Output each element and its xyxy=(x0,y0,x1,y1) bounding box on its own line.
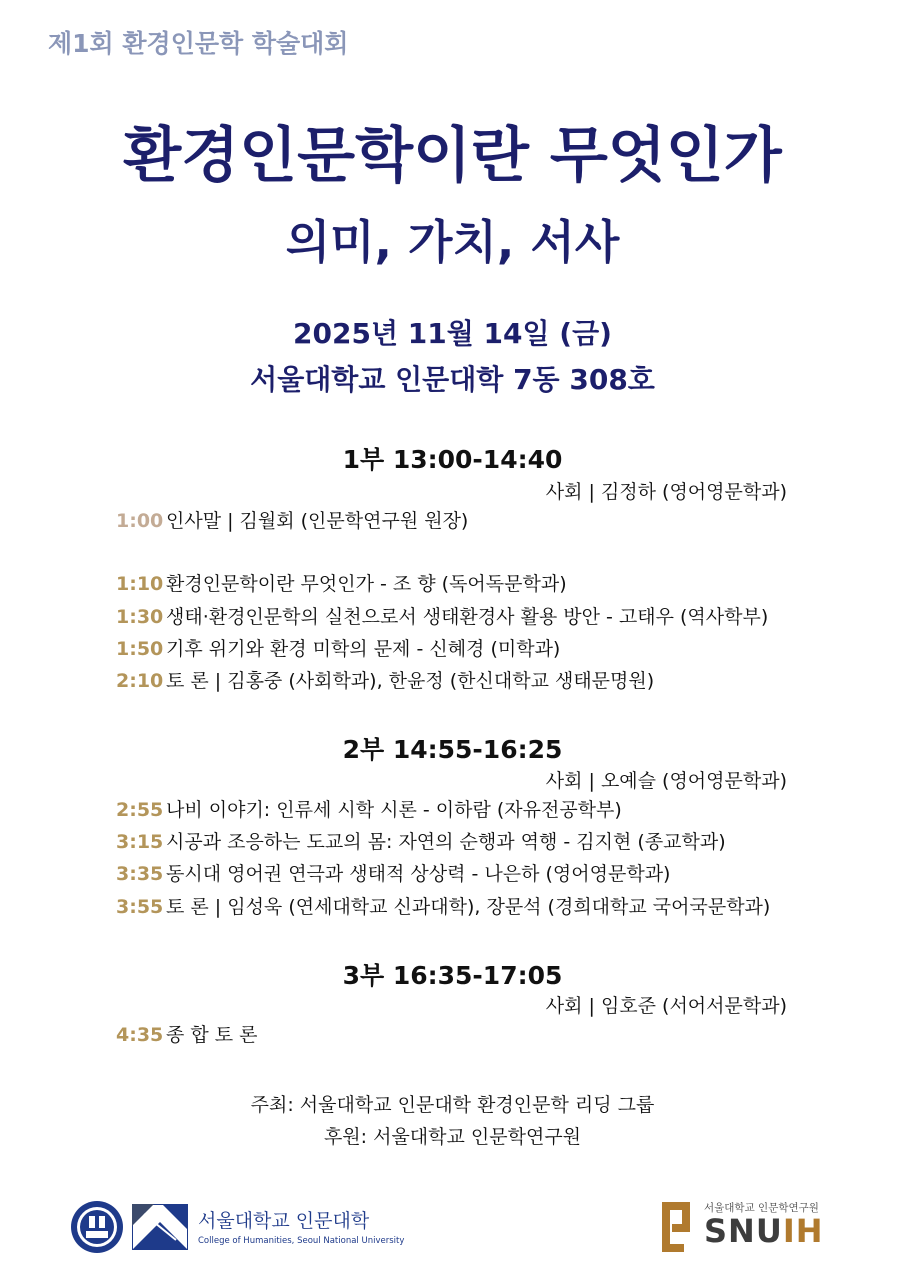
program-time: 1:50 xyxy=(116,638,164,660)
institute-name: 서울대학교 인문학연구원 xyxy=(704,1202,819,1214)
program-time: 1:10 xyxy=(116,573,164,595)
program-row xyxy=(116,1022,258,1048)
program-text: 토 론 | 임성욱 (연세대학교 신과대학), 장문석 (경희대학교 국어국문학과) xyxy=(166,896,771,918)
page-subtitle: 의미, 가치, 서사 xyxy=(285,215,620,269)
series-label: 제1회 환경인문학 학술대회 xyxy=(48,29,349,58)
program-text: 나비 이야기: 인류세 시학 시론 - 이하람 (자유전공학부) xyxy=(166,799,622,821)
session-1-moderator: 사회 | 김정하 (영어영문학과) xyxy=(545,481,787,503)
program-row xyxy=(116,636,560,662)
program-row xyxy=(116,861,670,887)
program-row xyxy=(116,668,654,694)
institute-logo xyxy=(662,1196,842,1256)
program-text: 생태·환경인문학의 실천으로서 생태환경사 활용 방안 - 고태우 (역사학부) xyxy=(166,606,769,628)
program-time: 3:55 xyxy=(116,896,164,918)
page-title: 환경인문학이란 무엇인가 xyxy=(123,121,782,191)
program-time: 3:35 xyxy=(116,863,164,885)
program-time: 3:15 xyxy=(116,831,164,853)
institute-abbr-dark: SNU xyxy=(704,1212,783,1250)
program-text: 토 론 | 김홍중 (사회학과), 한윤정 (한신대학교 생태문명원) xyxy=(166,670,655,692)
college-mark-icon xyxy=(132,1204,188,1250)
session-1-title: 1부 13:00-14:40 xyxy=(342,445,563,474)
institute-abbr-gold: IH xyxy=(782,1212,824,1250)
session-2-moderator: 사회 | 오예슬 (영어영문학과) xyxy=(545,770,787,792)
program-text: 동시대 영어권 연극과 생태적 상상력 - 나은하 (영어영문학과) xyxy=(166,863,671,885)
program-time: 1:00 xyxy=(116,510,164,532)
program-row xyxy=(116,894,770,920)
program-time: 1:30 xyxy=(116,606,164,628)
event-date: 2025년 11월 14일 (금) xyxy=(293,317,612,350)
program-text: 기후 위기와 환경 미학의 문제 - 신혜경 (미학과) xyxy=(166,638,561,660)
host-line: 주최: 서울대학교 인문대학 환경인문학 리딩 그룹 xyxy=(250,1094,655,1116)
snu-seal-icon xyxy=(70,1200,124,1254)
program-text: 종 합 토 론 xyxy=(166,1024,258,1046)
program-time: 2:55 xyxy=(116,799,164,821)
program-row xyxy=(116,829,726,855)
program-text: 시공과 조응하는 도교의 몸: 자연의 순행과 역행 - 김지현 (종교학과) xyxy=(166,831,726,853)
program-text: 환경인문학이란 무엇인가 - 조 향 (독어독문학과) xyxy=(166,573,567,595)
program-row xyxy=(116,604,768,630)
session-3-moderator: 사회 | 임호준 (서어서문학과) xyxy=(545,995,787,1017)
session-3-title: 3부 16:35-17:05 xyxy=(342,961,563,990)
program-time: 2:10 xyxy=(116,670,164,692)
program-row xyxy=(116,508,468,534)
sponsor-line: 후원: 서울대학교 인문학연구원 xyxy=(323,1126,582,1148)
institute-abbr xyxy=(704,1212,824,1250)
program-row xyxy=(116,571,567,597)
college-logo xyxy=(70,1200,405,1256)
program-row xyxy=(116,797,622,823)
event-venue: 서울대학교 인문대학 7동 308호 xyxy=(250,363,655,396)
program-time: 4:35 xyxy=(116,1024,164,1046)
program-text: 인사말 | 김월회 (인문학연구원 원장) xyxy=(166,510,469,532)
snuih-key-icon xyxy=(662,1202,694,1252)
session-2-title: 2부 14:55-16:25 xyxy=(342,735,563,764)
college-name: 서울대학교 인문대학 xyxy=(198,1210,370,1232)
college-name-en: College of Humanities, Seoul National University xyxy=(198,1236,405,1246)
